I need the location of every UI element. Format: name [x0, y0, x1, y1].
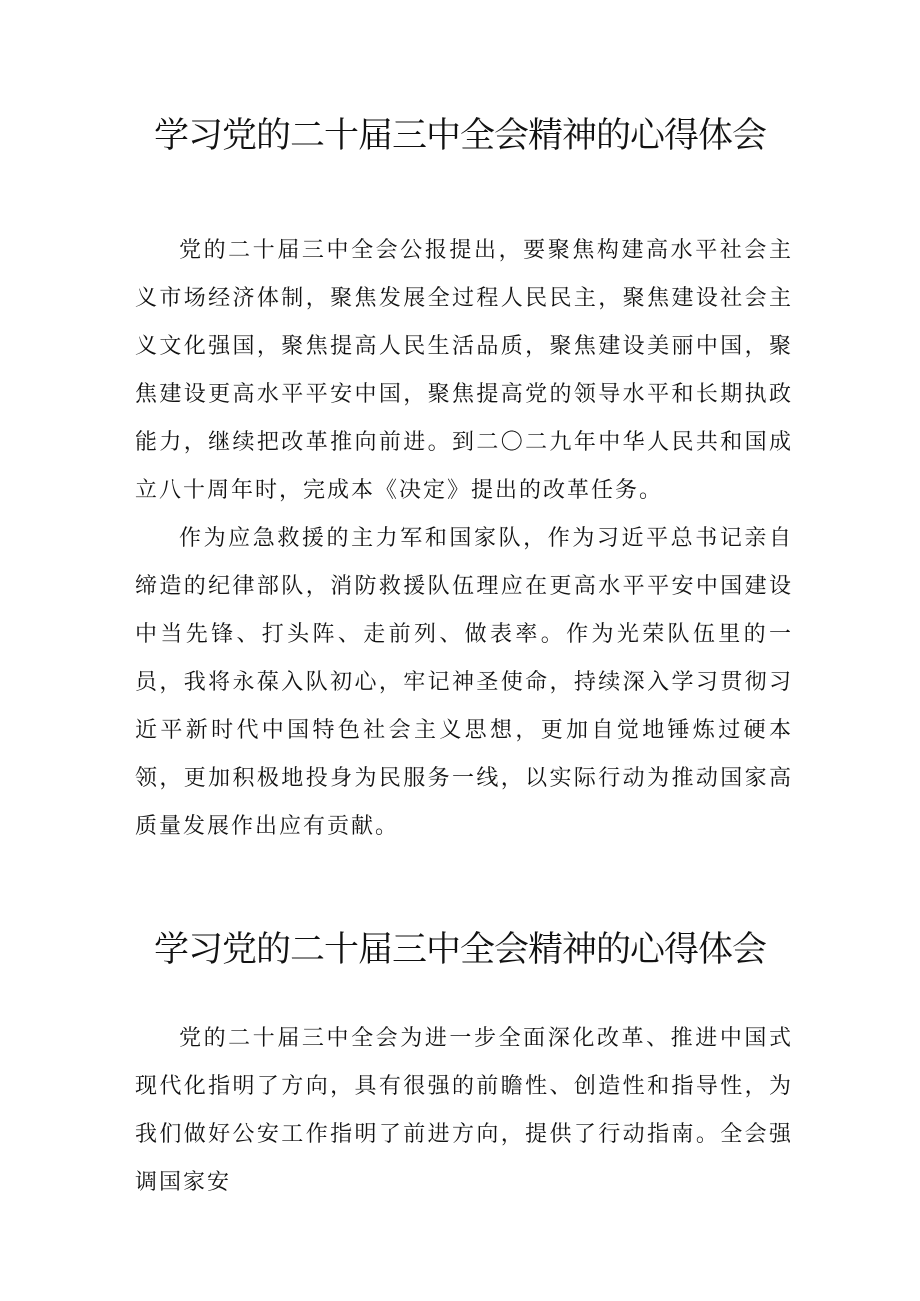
section-1-title: 学习党的二十届三中全会精神的心得体会 [153, 116, 766, 156]
section-2-title: 学习党的二十届三中全会精神的心得体会 [153, 930, 766, 970]
section-2-paragraph-1: 党的二十届三中全会为进一步全面深化改革、推进中国式现代化指明了方向，具有很强的前瞻性、创造性和指导性，为我们做好公安工作指明了前进方向，提供了行动指南。全会强调国家安 [135, 1026, 793, 1195]
section-1-paragraph-1: 党的二十届三中全会公报提出，要聚焦构建高水平社会主义市场经济体制，聚焦发展全过程人民民主，聚焦建设社会主义文化强国，聚焦提高人民生活品质，聚焦建设美丽中国，聚焦建设更高水平平安中国，聚焦提高党的领导水平和长期执政能力，继续把改革推向前进。到二〇二九年中华人民共和国成立八十周年时，完成本《决定》提出的改革任务。 [135, 238, 793, 503]
section-1-body [135, 227, 793, 851]
section-2-body [135, 1015, 793, 1207]
section-1-paragraph-2: 作为应急救援的主力军和国家队，作为习近平总书记亲自缔造的纪律部队，消防救援队伍理应在更高水平平安中国建设中当先锋、打头阵、走前列、做表率。作为光荣队伍里的一员，我将永葆入队初心，牢记神圣使命，持续深入学习贯彻习近平新时代中国特色社会主义思想，更加自觉地锤炼过硬本领，更加积极地投身为民服务一线，以实际行动为推动国家高质量发展作出应有贡献。 [135, 526, 793, 839]
